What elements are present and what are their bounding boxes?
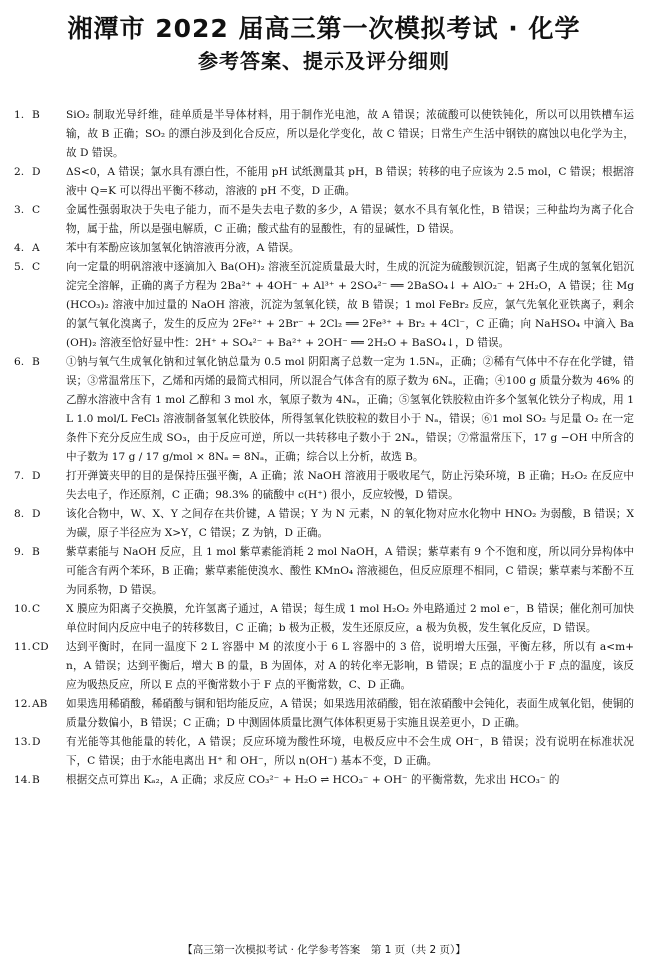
answer-item-7	[14, 467, 634, 505]
item-number: 8.	[14, 508, 25, 520]
item-explanation: 向一定量的明矾溶液中逐滴加入 Ba(OH)₂ 溶液至沉淀质量最大时，生成的沉淀为硫酸钡沉淀，铝离子生成的氢氧化铝沉淀完全溶解，正确的离子方程为 2Ba²⁺ + 4OH⁻ + Al³⁺ + 2SO₄²⁻ ══ 2BaSO₄↓ + AlO₂⁻ + 2H₂O，A 错误；往 Mg(HCO₃)₂ 溶液中加过量的 NaOH 溶液，沉淀为氢氧化镁，故 B 错误；1 mol FeBr₂ 反应，氯气先氧化亚铁离子，剩余的氯气氧化溴离子，发生的反应为 2Fe²⁺ + 2Br⁻ + 2Cl₂ ══ 2Fe³⁺ + Br₂ + 4Cl⁻，C 正确；向 NaHSO₄ 中滴入 Ba(OH)₂ 溶液至恰好显中性：2H⁺ + SO₄²⁻ + Ba²⁺ + 2OH⁻ ══ 2H₂O + BaSO₄↓，D 错误。	[66, 261, 634, 349]
answer-item-3	[14, 201, 634, 239]
item-number: 3.	[14, 204, 25, 216]
item-number: 13.	[14, 736, 31, 748]
item-explanation: ΔS<0，A 错误；氯水具有漂白性，不能用 pH 试纸测量其 pH，B 错误；转移的电子应该为 2.5 mol，C 错误；根据溶液中 Q=K 可以得出平衡不移动，溶液的 pH 不变，D 正确。	[66, 166, 634, 197]
item-answer: CD	[32, 641, 49, 653]
item-number: 9.	[14, 546, 25, 558]
answer-item-10	[14, 600, 634, 638]
item-number: 2.	[14, 166, 25, 178]
answer-item-6	[14, 353, 634, 467]
item-explanation: ①钠与氧气生成氧化钠和过氧化钠总量为 0.5 mol 阴阳离子总数一定为 1.5Nₐ，正确；②稀有气体中不存在化学键，错误；③常温常压下，乙烯和丙烯的最简式相同，所以混合气体含有的原子数为 6Nₐ，正确；④100 g 质量分数为 46% 的乙醇水溶液中含有 1 mol 乙醇和 3 mol 水，氧原子数为 4Nₐ，正确；⑤氢氧化铁胶粒由许多个氢氧化铁分子构成，用 1 L 1.0 mol/L FeCl₃ 溶液制备氢氧化铁胶体，所得氢氧化铁胶粒的数目小于 Nₐ，错误；⑥1 mol SO₂ 与足量 O₂ 在一定条件下充分反应生成 SO₃，由于反应可逆，所以一共转移电子数小于 2Nₐ，错误；⑦常温常压下，17 g −OH 中所含的中子数为 17 g / 17 g/mol × 8Nₐ = 8Nₐ，正确；综合以上分析，故选 B。	[66, 356, 635, 463]
answer-item-9	[14, 543, 634, 600]
item-number: 10.	[14, 603, 31, 615]
item-answer: C	[32, 204, 41, 216]
item-answer: AB	[32, 698, 48, 710]
item-number: 11.	[14, 641, 31, 653]
item-explanation: 达到平衡时，在同一温度下 2 L 容器中 M 的浓度小于 6 L 容器中的 3 倍，说明增大压强，平衡左移，所以有 a<m+n，A 错误；达到平衡后，增大 B 的量，B 为固体，对 A 的转化率无影响，B 错误；E 点的温度小于 F 点的温度，该反应为吸热反应，所以 E 点的平衡常数小于 F 点的平衡常数，C、D 正确。	[66, 641, 634, 691]
item-answer: C	[32, 603, 41, 615]
item-explanation: 根据交点可算出 Kₐ₂，A 正确；求反应 CO₃²⁻ + H₂O ⇌ HCO₃⁻ + OH⁻ 的平衡常数，先求出 HCO₃⁻ 的	[66, 774, 560, 786]
item-number: 7.	[14, 470, 25, 482]
item-answer: C	[32, 261, 41, 273]
answer-item-11	[14, 638, 634, 695]
item-answer: D	[32, 166, 41, 178]
answer-item-8	[14, 505, 634, 543]
item-explanation: 该化合物中，W、X、Y 之间存在共价键，A 错误；Y 为 N 元素，N 的氧化物对应水化物中 HNO₂ 为弱酸，B 错误；X 为碳，原子半径应为 X>Y，C 错误；Z 为钠，D 正确。	[66, 508, 634, 539]
item-answer: B	[32, 774, 40, 786]
item-explanation: 金属性强弱取决于失电子能力，而不是失去电子数的多少，A 错误；氨水不具有氧化性，B 错误；三种盐均为离子化合物，属于盐，所以是强电解质，C 正确；酸式盐有的显酸性，有的显碱性，D 错误。	[66, 204, 634, 235]
answer-item-5	[14, 258, 634, 353]
item-number: 4.	[14, 242, 25, 254]
item-answer: B	[32, 109, 40, 121]
answer-item-12	[14, 695, 634, 733]
item-explanation: X 膜应为阳离子交换膜，允许氢离子通过，A 错误；每生成 1 mol H₂O₂ 外电路通过 2 mol e⁻，B 错误；催化剂可加快单位时间内反应中电子的转移数目，C 正确；b 极为正极，发生还原反应，a 极为负极，发生氧化反应，D 错误。	[66, 603, 634, 634]
item-answer: D	[32, 736, 41, 748]
item-explanation: 有光能等其他能量的转化，A 错误；反应环境为酸性环境，电极反应中不会生成 OH⁻，B 错误；没有说明在标准状况下，C 错误；由于水能电离出 H⁺ 和 OH⁻，所以 n(OH⁻) 基本不变，D 正确。	[66, 736, 634, 767]
answer-item-14	[14, 771, 634, 790]
item-answer: D	[32, 508, 41, 520]
item-number: 14.	[14, 774, 31, 786]
item-explanation: 打开弹簧夹甲的目的是保持压强平衡，A 正确；浓 NaOH 溶液用于吸收尾气，防止污染环境，B 正确；H₂O₂ 在反应中失去电子，作还原剂，C 正确；98.3% 的硫酸中 c(H⁺) 很小，反应较慢，D 错误。	[66, 470, 634, 501]
item-explanation: 如果选用稀硝酸，稀硝酸与铜和铝均能反应，A 错误；如果选用浓硝酸，铝在浓硝酸中会钝化，表面生成氧化铝，使铜的质量分数偏小，B 错误；C 正确；D 中测固体质量比测气体体积更易于实施且误差更小，D 正确。	[66, 698, 634, 729]
item-answer: B	[32, 356, 40, 368]
item-answer: B	[32, 546, 40, 558]
answer-item-1	[14, 106, 634, 163]
item-explanation: 紫草素能与 NaOH 反应，且 1 mol 紫草素能消耗 2 mol NaOH，A 错误；紫草素有 9 个不饱和度，所以同分异构体中可能含有两个苯环，B 正确；紫草素能使溴水、酸性 KMnO₄ 溶液褪色，但反应原理不相同，C 错误；紫草素与苯酚不互为同系物，D 错误。	[66, 546, 634, 596]
answer-item-2	[14, 163, 634, 201]
item-number: 12.	[14, 698, 31, 710]
item-explanation: 苯中有苯酚应该加氢氧化钠溶液再分液，A 错误。	[66, 242, 300, 254]
answer-item-13	[14, 733, 634, 771]
page-footer: 【高三第一次模拟考试 · 化学参考答案 第 1 页（共 2 页）】	[182, 944, 466, 956]
item-explanation: SiO₂ 制取光导纤维，硅单质是半导体材料，用于制作光电池，故 A 错误；浓硫酸可以使铁钝化，所以可以用铁槽车运输，故 B 正确；SO₂ 的漂白涉及到化合反应，所以是化学变化，故 C 错误；日常生产生活中钢铁的腐蚀以电化学为主，故 D 错误。	[66, 109, 634, 159]
answer-list	[14, 106, 634, 790]
item-answer: A	[32, 242, 40, 254]
page-title: 湘潭市 2022 届高三第一次模拟考试 · 化学	[67, 14, 581, 43]
answer-item-4	[14, 239, 634, 258]
item-number: 6.	[14, 356, 25, 368]
item-number: 5.	[14, 261, 25, 273]
item-answer: D	[32, 470, 41, 482]
page-subtitle: 参考答案、提示及评分细则	[198, 49, 450, 73]
item-number: 1.	[14, 109, 25, 121]
